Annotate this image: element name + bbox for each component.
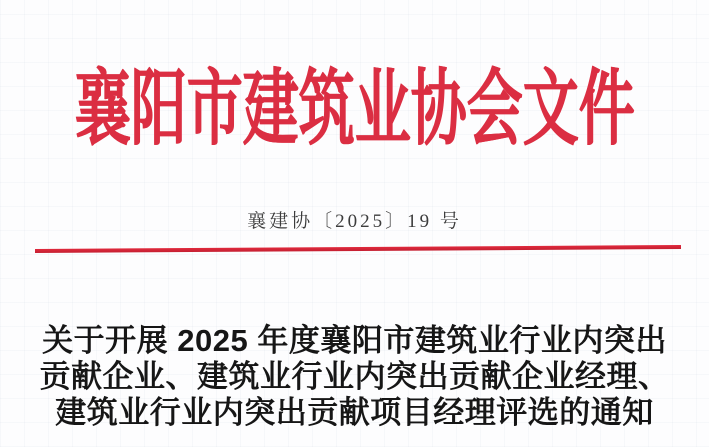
masthead-title: 襄阳市建筑业协会文件 (74, 64, 635, 157)
notice-title-line-1: 关于开展 2025 年度襄阳市建筑业行业内突出 (42, 323, 667, 358)
document-number: 襄建协〔2025〕19 号 (247, 211, 462, 232)
red-divider-rule (35, 245, 681, 253)
notice-title-line-3: 建筑业行业内突出贡献项目经理评选的通知 (55, 395, 654, 430)
notice-title (0, 323, 709, 431)
notice-title-line-2: 贡献企业、建筑业行业内突出贡献企业经理、 (39, 359, 670, 394)
